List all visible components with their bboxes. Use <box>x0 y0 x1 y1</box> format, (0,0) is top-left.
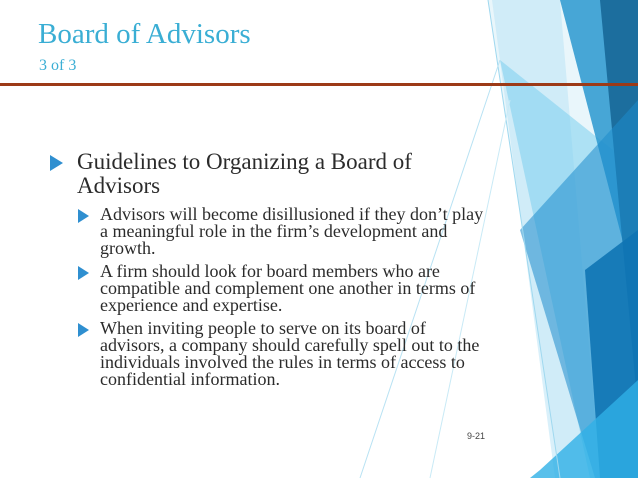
sub-bullet-list <box>50 206 490 388</box>
sub-bullet-text: When inviting people to serve on its board of advisors, a company should carefully spell out to the individuals involved the rules in terms of access to confidential information. <box>100 318 480 389</box>
bullet-arrow-icon <box>78 209 89 223</box>
bullet-arrow-icon <box>78 323 89 337</box>
slide-body <box>50 150 490 394</box>
page-number: 9-21 <box>467 431 486 441</box>
bullet-arrow-icon <box>50 155 63 171</box>
sub-bullet-text: Advisors will become disillusioned if they don’t play a meaningful role in the firm’s development and growth. <box>100 204 484 258</box>
title-divider <box>0 83 638 86</box>
sub-bullet <box>78 263 490 314</box>
slide-title: Board of Advisors <box>38 18 251 50</box>
bullet-arrow-icon <box>78 266 89 280</box>
sub-bullet <box>78 320 490 388</box>
slide-subtitle: 3 of 3 <box>39 57 77 74</box>
sub-bullet-text: A firm should look for board members who are compatible and complement one another in terms of experience and expertise. <box>100 261 476 315</box>
main-bullet-text: Guidelines to Organizing a Board of Advisors <box>77 149 412 198</box>
main-bullet <box>50 150 490 198</box>
sub-bullet <box>78 206 490 257</box>
